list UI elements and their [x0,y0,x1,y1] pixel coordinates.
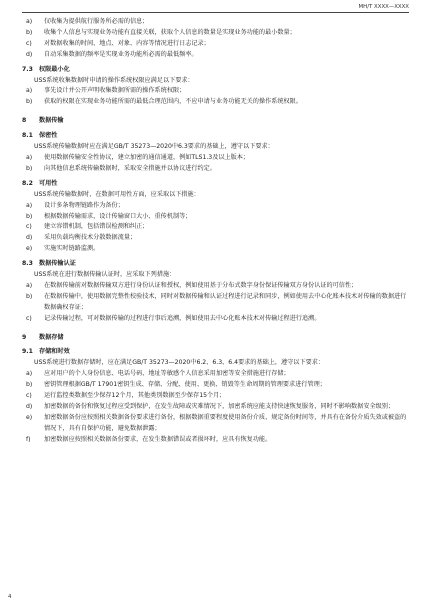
paragraph: USS系统进行数据存储时，应在满足GB/T 35273—2020中6.2、6.3、6.4要求的基础上，遵守以下要求： [34,359,324,367]
list-item-text: 在数据传输前对数据传输双方进行身份认证和授权，例如使用基于分布式数字身份保证传输双方身份认证的可信性； [44,281,358,289]
list-item-text: 使用数据传输安全性协议，建立加密的通信通道，例如TLS1.3及以上版本； [44,153,250,161]
section-title: 保密性 [39,132,58,140]
list-item-text: 事先设计并公开声明收集数据所需的操作系统权限； [44,87,186,95]
list-marker: a) [26,18,33,25]
list-item [22,153,409,164]
list-item [22,413,409,435]
list-item [22,222,409,233]
paragraph: USS系统传输数据时应在满足GB/T 35273—2020中6.3要求的基础上，遵守以下要求： [34,143,274,151]
list-item [22,28,409,39]
section-heading [22,116,409,127]
list-item-text: 应对用户的个人身份信息、电话号码、地址等敏感个人信息采用加密等安全措施进行存储； [44,370,290,378]
list-item [22,50,409,61]
list-marker: d) [26,50,33,58]
list-marker: c) [26,392,32,400]
list-marker: b) [26,164,33,172]
list-item-text: 根据数据传输需求，设计传输窗口大小、重传机制等； [44,212,192,220]
list-marker: c) [26,39,32,47]
list-item-text: 加密数据应按照相关数据备份要求，在发生数据错误或者损坏时，应具有恢复功能。 [44,435,272,443]
list-marker: c) [26,223,32,231]
list-item [22,17,409,28]
list-item-text: 获取的权限在实现业务功能所需的最低合理范围内，不应申请与业务功能无关的操作系统权限。 [44,98,302,106]
page-number: 4 [8,594,12,600]
list-item-text: 仅收集为提供航行服务所必需的信息； [44,18,149,25]
list-item [22,435,409,446]
list-marker: a) [26,370,33,378]
section-heading [22,179,409,190]
list-marker: b) [26,212,33,220]
list-item [22,402,409,413]
section-number: 7.3 [22,65,33,73]
list-marker: e) [26,245,33,253]
list-item [22,233,409,244]
list-item-text: 收集个人信息与实现业务功能有直接关联，获取个人信息的数量是实现业务功能的最小数量； [44,28,296,36]
section-heading [22,333,409,344]
section-title: 数据传输认证 [39,260,76,268]
list-item-text: 建立容错机制，包括错误检测和纠正； [44,223,149,231]
list-item-text: 运行监控类数据至少保存12个月，其他类别数据至少保存15个月； [44,392,226,400]
list-item-text: 加密数据的备份和恢复过程应受到保护，在发生故障或灾难情况下，加密系统应能支持快速恢复服务，同时不影响数据安全级别； [44,403,395,410]
list-item-text: 设计多条物理链路作为备份； [44,201,124,209]
list-marker: f) [26,435,31,443]
list-marker: a) [26,153,33,161]
section-number: 8 [22,117,27,125]
list-item [22,244,409,255]
section-title: 数据传输 [39,117,64,125]
list-marker: b) [26,381,33,389]
list-item-text: 对数据收集的时间、地点、对象、内容等情况进行日志记录； [44,39,210,47]
list-item [22,97,409,108]
document-body [22,17,409,446]
paragraph: USS系统传输数据时，在数据可用性方面，应采取以下措施： [34,190,200,198]
paragraph: USS系统在进行数据传输认证时，应采取下列措施： [34,271,176,279]
section-number: 9.1 [22,348,33,356]
list-item-text: 采用负载均衡技术分散数据流量； [44,234,137,242]
section-heading [22,259,409,270]
list-item [22,314,409,325]
section-number: 9 [22,333,27,341]
list-marker: a) [26,201,33,209]
list-item [22,212,409,223]
list-marker: d) [26,403,33,410]
list-marker: b) [26,28,33,36]
header-rule [22,12,409,13]
list-item [22,39,409,50]
list-item-text: 自动采集数据的频率是实现业务功能所必需的最低频率。 [44,50,198,58]
list-marker: b) [26,292,33,300]
section-number: 8.3 [22,260,33,268]
list-item-text: 实施实时链路监测。 [44,245,100,253]
list-item-text: 加密数据备份应按照相关数据备份要求进行备份，根据数据重要程度使用备份介质、规定备份时间等，并具有在备份介质失效或被盗的情况下，具有自保护功能，避免数据泄露； [44,413,407,432]
paragraph: USS系统收集数据时申请的操作系统权限应满足以下要求： [34,76,194,84]
list-item [22,380,409,391]
list-marker: a) [26,281,33,289]
section-heading [22,347,409,358]
list-item [22,201,409,212]
list-item-text: 记录传输过程，可对数据传输的过程进行事后追溯，例如使用去中心化账本技术对传输过程进行追溯。 [44,314,321,322]
section-title: 权限最小化 [39,65,70,73]
list-marker: c) [26,314,32,322]
section-number: 8.1 [22,132,33,140]
list-item-text: 在数据传输中，使用数据完整性校验技术，同时对数据传输和认证过程进行记录和同步，例如使用去中心化账本技术对传输的数据进行数据确权存证； [44,292,407,311]
section-title: 存储和时效 [39,348,70,356]
list-item [22,391,409,402]
list-item [22,281,409,292]
section-title: 数据存储 [39,333,64,341]
list-item [22,292,409,314]
list-marker: b) [26,98,33,106]
section-heading [22,65,409,76]
section-heading [22,131,409,142]
section-title: 可用性 [39,179,58,187]
list-item [22,369,409,380]
list-item [22,164,409,175]
list-marker: a) [26,87,33,95]
list-item [22,86,409,97]
list-marker: e) [26,413,33,421]
section-number: 8.2 [22,179,33,187]
list-item-text: 向其他信息系统传输数据时，采取安全措施并以协议进行约定。 [44,164,216,172]
header-code: MH/T XXXX—XXXX [358,4,409,10]
list-marker: d) [26,234,33,242]
list-item-text: 密钥管理根据GB/T 17901密钥生成、存储、分配、使用、更换、销毁等生命周期的管理要求进行管理； [44,381,326,389]
